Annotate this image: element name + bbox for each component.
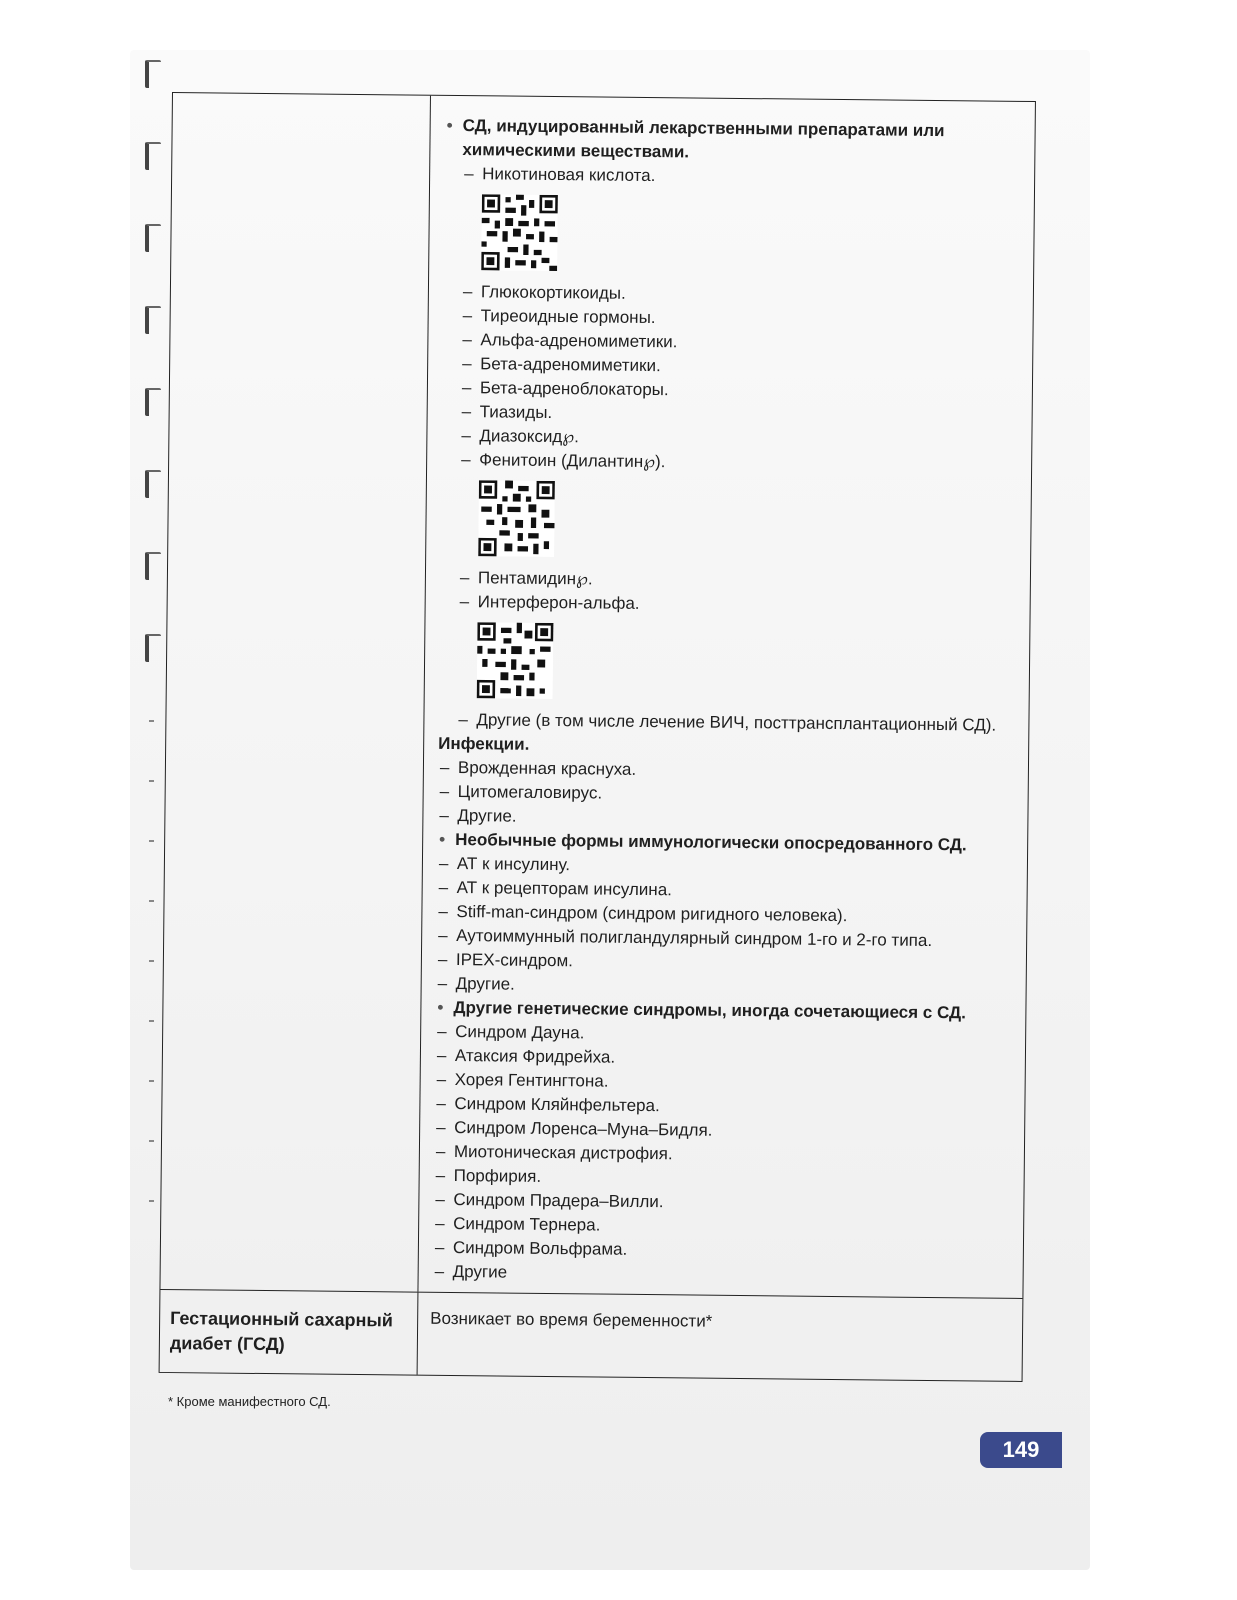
list-item: – Синдром Кляйнфельтера. [434,1092,1010,1122]
page-number: 149 [980,1432,1062,1468]
list-item: – Врожденная краснуха. [438,756,1014,786]
table-cell-empty [160,93,431,1292]
list-item: – Пентамидин℘. [440,566,1016,596]
list-item: – Тиреоидные гормоны. [443,304,1019,334]
list-item: – IPEX-синдром. [436,948,1012,978]
spiral-binding [145,60,159,1260]
list-item: – Синдром Дауна. [435,1020,1011,1050]
list-item: – Другие [433,1260,1009,1290]
list-item: – Бета-адреноблокаторы. [442,376,1018,406]
list-item: – Другие (в том числе лечение ВИЧ, посттрансплантационный СД). [438,708,1014,738]
list-item: – Синдром Вольфрама. [433,1236,1009,1266]
list-item: – Миотоническая дистрофия. [434,1140,1010,1170]
qr-code-icon[interactable] [481,194,558,271]
list-item: – Глюкокортикоиды. [443,280,1019,310]
list-item: – Альфа-адреномиметики. [442,328,1018,358]
list-item: – Аутоиммунный полигландулярный синдром 1-го и 2-го типа. [436,924,1012,954]
footnote: * Кроме манифестного СД. [168,1394,331,1409]
list-item: – Другие. [436,972,1012,1002]
list-item: – Интерферон-альфа. [440,590,1016,620]
list-item: – Диазоксид℘. [441,424,1017,454]
qr-code-icon[interactable] [478,480,555,557]
list-item: – Синдром Прадера–Вилли. [433,1188,1009,1218]
genetic-syndromes-heading: • Другие генетические синдромы, иногда сочетающиеся с СД. [435,996,1011,1026]
qr-code-icon[interactable] [477,622,554,699]
table-row-gestational [160,1289,1023,1381]
gestational-description: Возникает во время беременности* [430,1308,713,1331]
table-row-continuation [160,93,1034,1298]
list-item: – Другие. [437,804,1013,834]
list-item: – Порфирия. [434,1164,1010,1194]
list-item: – Фенитоин (Дилантин℘). [441,448,1017,478]
infections-heading: Инфекции. [438,733,530,754]
list-item: – Хорея Гентингтона. [435,1068,1011,1098]
drug-induced-heading: • СД, индуцированный лекарственными препаратами или химическими веществами. [444,114,1020,168]
gestational-label: Гестационный сахарный диабет (ГСД) [160,1290,419,1375]
list-item: – Цитомегаловирус. [438,780,1014,810]
list-item: – Stiff-man-синдром (синдром ригидного человека). [436,900,1012,930]
list-item: – Бета-адреномиметики. [442,352,1018,382]
list-item: – Синдром Лоренса–Муна–Бидля. [434,1116,1010,1146]
list-item: – АТ к рецепторам инсулина. [437,876,1013,906]
list-item: – Никотиновая кислота. [444,162,1020,192]
list-item: – Тиазиды. [442,400,1018,430]
table-cell-content [418,96,1034,1298]
immune-forms-heading: • Необычные формы иммунологически опосредованного СД. [437,828,1013,858]
list-item: – Атаксия Фридрейха. [435,1044,1011,1074]
list-item: – АТ к инсулину. [437,852,1013,882]
classification-table [159,92,1036,1382]
list-item: – Синдром Тернера. [433,1212,1009,1242]
